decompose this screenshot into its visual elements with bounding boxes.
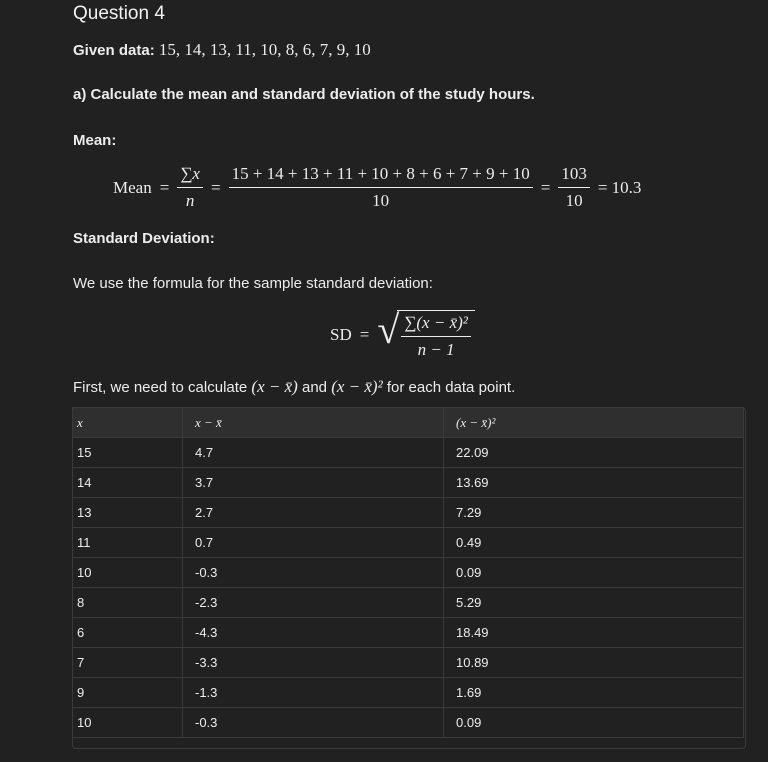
total-denominator: 10	[565, 191, 583, 210]
sd-heading: Standard Deviation:	[73, 230, 215, 247]
expanded-numerator: 15 + 14 + 13 + 11 + 10 + 8 + 6 + 7 + 9 + 10	[229, 164, 533, 188]
cell-x: 15	[73, 438, 183, 468]
equals-sign: =	[210, 177, 221, 197]
table-row	[73, 438, 744, 468]
cell-x: 7	[73, 648, 183, 678]
cell-squared: 0.49	[444, 528, 744, 558]
cell-x: 6	[73, 618, 183, 648]
equals-sign: =	[540, 177, 551, 197]
table-intro-and: and	[297, 379, 332, 396]
cell-deviation: -0.3	[183, 708, 444, 738]
cell-deviation: -0.3	[183, 558, 444, 588]
table-intro-text: First, we need to calculate	[73, 379, 252, 396]
cell-deviation: -1.3	[183, 678, 444, 708]
cell-squared: 0.09	[444, 558, 744, 588]
cell-deviation: 3.7	[183, 468, 444, 498]
mean-formula-lhs: Mean	[113, 177, 152, 197]
cell-squared: 13.69	[444, 468, 744, 498]
table-row	[73, 588, 744, 618]
expanded-fraction	[229, 164, 533, 211]
deviation-expression: (x − x̄)	[251, 377, 298, 396]
mean-formula	[113, 164, 641, 211]
given-data-line	[73, 40, 371, 60]
table-intro-end: for each data point.	[382, 379, 516, 396]
sd-formula-lhs: SD	[330, 325, 352, 344]
expanded-denominator: 10	[372, 191, 390, 210]
equals-sign: =	[359, 325, 370, 344]
cell-x: 10	[73, 558, 183, 588]
table-header-row	[73, 408, 744, 438]
radical-icon: √	[377, 307, 400, 352]
sum-over-n-fraction	[177, 164, 203, 211]
sd-intro: We use the formula for the sample standard deviation:	[73, 275, 433, 292]
cell-squared: 18.49	[444, 618, 744, 648]
cell-x: 10	[73, 708, 183, 738]
table-row	[73, 528, 744, 558]
given-data-label: Given data:	[73, 42, 155, 59]
table-row	[73, 498, 744, 528]
mean-heading: Mean:	[73, 132, 117, 149]
cell-x: 13	[73, 498, 183, 528]
cell-squared: 22.09	[444, 438, 744, 468]
cell-deviation: 0.7	[183, 528, 444, 558]
total-fraction	[558, 164, 590, 211]
table-row	[73, 558, 744, 588]
equals-sign: =	[159, 177, 170, 197]
cell-x: 9	[73, 678, 183, 708]
cell-squared: 1.69	[444, 678, 744, 708]
cell-x: 8	[73, 588, 183, 618]
cell-deviation: 2.7	[183, 498, 444, 528]
sd-numerator: ∑(x − x̄)²	[401, 313, 471, 337]
sd-formula	[330, 307, 475, 360]
cell-deviation: -3.3	[183, 648, 444, 678]
cell-deviation: 4.7	[183, 438, 444, 468]
cell-squared: 5.29	[444, 588, 744, 618]
part-a-question: a) Calculate the mean and standard deviation of the study hours.	[73, 86, 535, 103]
table-row	[73, 468, 744, 498]
cell-deviation: -4.3	[183, 618, 444, 648]
table-row	[73, 618, 744, 648]
sd-denominator: n − 1	[417, 340, 455, 359]
total-numerator: 103	[558, 164, 590, 188]
cell-squared: 7.29	[444, 498, 744, 528]
square-root	[377, 307, 475, 360]
table-intro	[73, 377, 515, 397]
header-squared-deviation: (x − x̄)²	[444, 408, 744, 438]
header-deviation: x − x̄	[183, 408, 444, 438]
table-row	[73, 648, 744, 678]
cell-x: 11	[73, 528, 183, 558]
cell-squared: 0.09	[444, 708, 744, 738]
squared-deviation-expression: (x − x̄)²	[331, 377, 383, 396]
header-x: x	[73, 408, 183, 438]
deviation-table	[72, 407, 744, 738]
sd-fraction	[401, 313, 471, 360]
table-row	[73, 708, 744, 738]
mean-result: = 10.3	[597, 177, 642, 197]
table-row	[73, 678, 744, 708]
given-data-values: 15, 14, 13, 11, 10, 8, 6, 7, 9, 10	[158, 40, 371, 59]
cell-deviation: -2.3	[183, 588, 444, 618]
sum-denominator: n	[185, 191, 195, 210]
question-title: Question 4	[73, 3, 165, 24]
sum-numerator: ∑x	[177, 164, 203, 188]
cell-x: 14	[73, 468, 183, 498]
cell-squared: 10.89	[444, 648, 744, 678]
